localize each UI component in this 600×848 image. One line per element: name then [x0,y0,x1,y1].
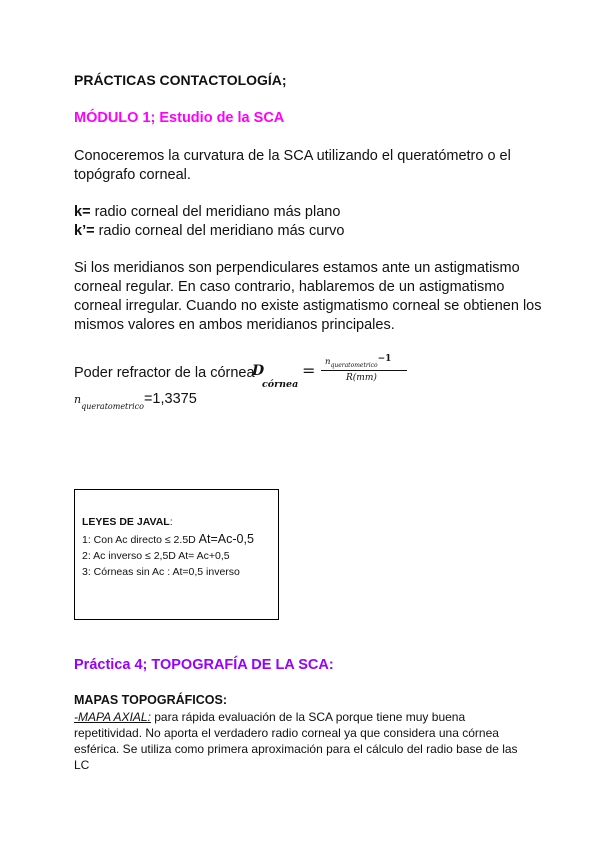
axial-line: repetitividad. No aporta el verdadero radio corneal ya que considera una córnea [74,726,499,740]
axial-line-text: para rápida evaluación de la SCA porque tiene muy buena [150,710,466,724]
numerator-exponent: −1 [377,354,392,364]
k-text: radio corneal del meridiano más plano [90,204,341,220]
javal-law-1 [82,531,254,548]
formula-equals: = [302,361,316,380]
n-subscript: queratometrico [81,402,144,411]
n-value-line [74,390,197,411]
maps-subheading: MAPAS TOPOGRÁFICOS: [74,693,228,707]
k-definition [74,203,344,222]
practice4-heading: Práctica 4; TOPOGRAFÍA DE LA SCA: [74,657,334,673]
intro-line: Conoceremos la curvatura de la SCA utilizando el queratómetro o el [74,148,511,164]
paragraph-line: Si los meridianos son perpendiculares estamos ante un astigmatismo [74,260,520,276]
paragraph-line: corneal regular. En caso contrario, hablaremos de un astigmatismo [74,279,505,295]
paragraph-line: corneal irregular. Cuando no existe astigmatismo corneal se obtienen los [74,298,542,314]
javal-law-1-result: At=Ac-0,5 [198,532,254,546]
javal-law-2: 2: Ac inverso ≤ 2,5D At= Ac+0,5 [82,550,230,562]
n-symbol: n [74,393,82,406]
axial-line [74,709,518,725]
javal-title-colon: : [169,516,173,528]
astigmatism-paragraph [74,259,541,335]
intro-paragraph [74,147,511,185]
javal-laws-box [74,489,279,620]
formula-D: D [252,363,265,379]
k2-text: radio corneal del meridiano más curvo [94,223,345,239]
axial-map-paragraph [74,709,518,773]
numerator-subscript: queratometrico [330,362,378,369]
formula-denominator: R(mm) [346,373,377,383]
javal-title-text: LEYES DE JAVAL [82,516,170,528]
k2-label: k’= [74,223,95,239]
javal-title [82,514,173,530]
n-value: =1,3375 [143,391,197,407]
javal-law-3: 3: Córneas sin Ac : At=0,5 inverso [82,566,240,578]
formula-label: Poder refractor de la córnea [74,365,255,381]
paragraph-line: mismos valores en ambos meridianos principales. [74,317,395,333]
fraction-bar [321,370,407,371]
k-definitions [74,203,344,241]
formula-numerator [325,354,391,369]
axial-line: esférica. Se utiliza como primera aproximación para el cálculo del radio base de las [74,742,518,756]
document-title: PRÁCTICAS CONTACTOLOGÍA; [74,72,287,88]
k2-definition [74,222,344,241]
javal-law-1-condition: 1: Con Ac directo ≤ 2.5D [82,534,199,546]
numerator-n: n [325,357,331,367]
axial-map-label: -MAPA AXIAL: [74,710,151,724]
intro-line: topógrafo corneal. [74,167,191,183]
formula-D-subscript: córnea [262,379,299,390]
k-label: k= [74,204,91,220]
axial-line: LC [74,758,90,772]
module1-heading: MÓDULO 1; Estudio de la SCA [74,110,285,126]
